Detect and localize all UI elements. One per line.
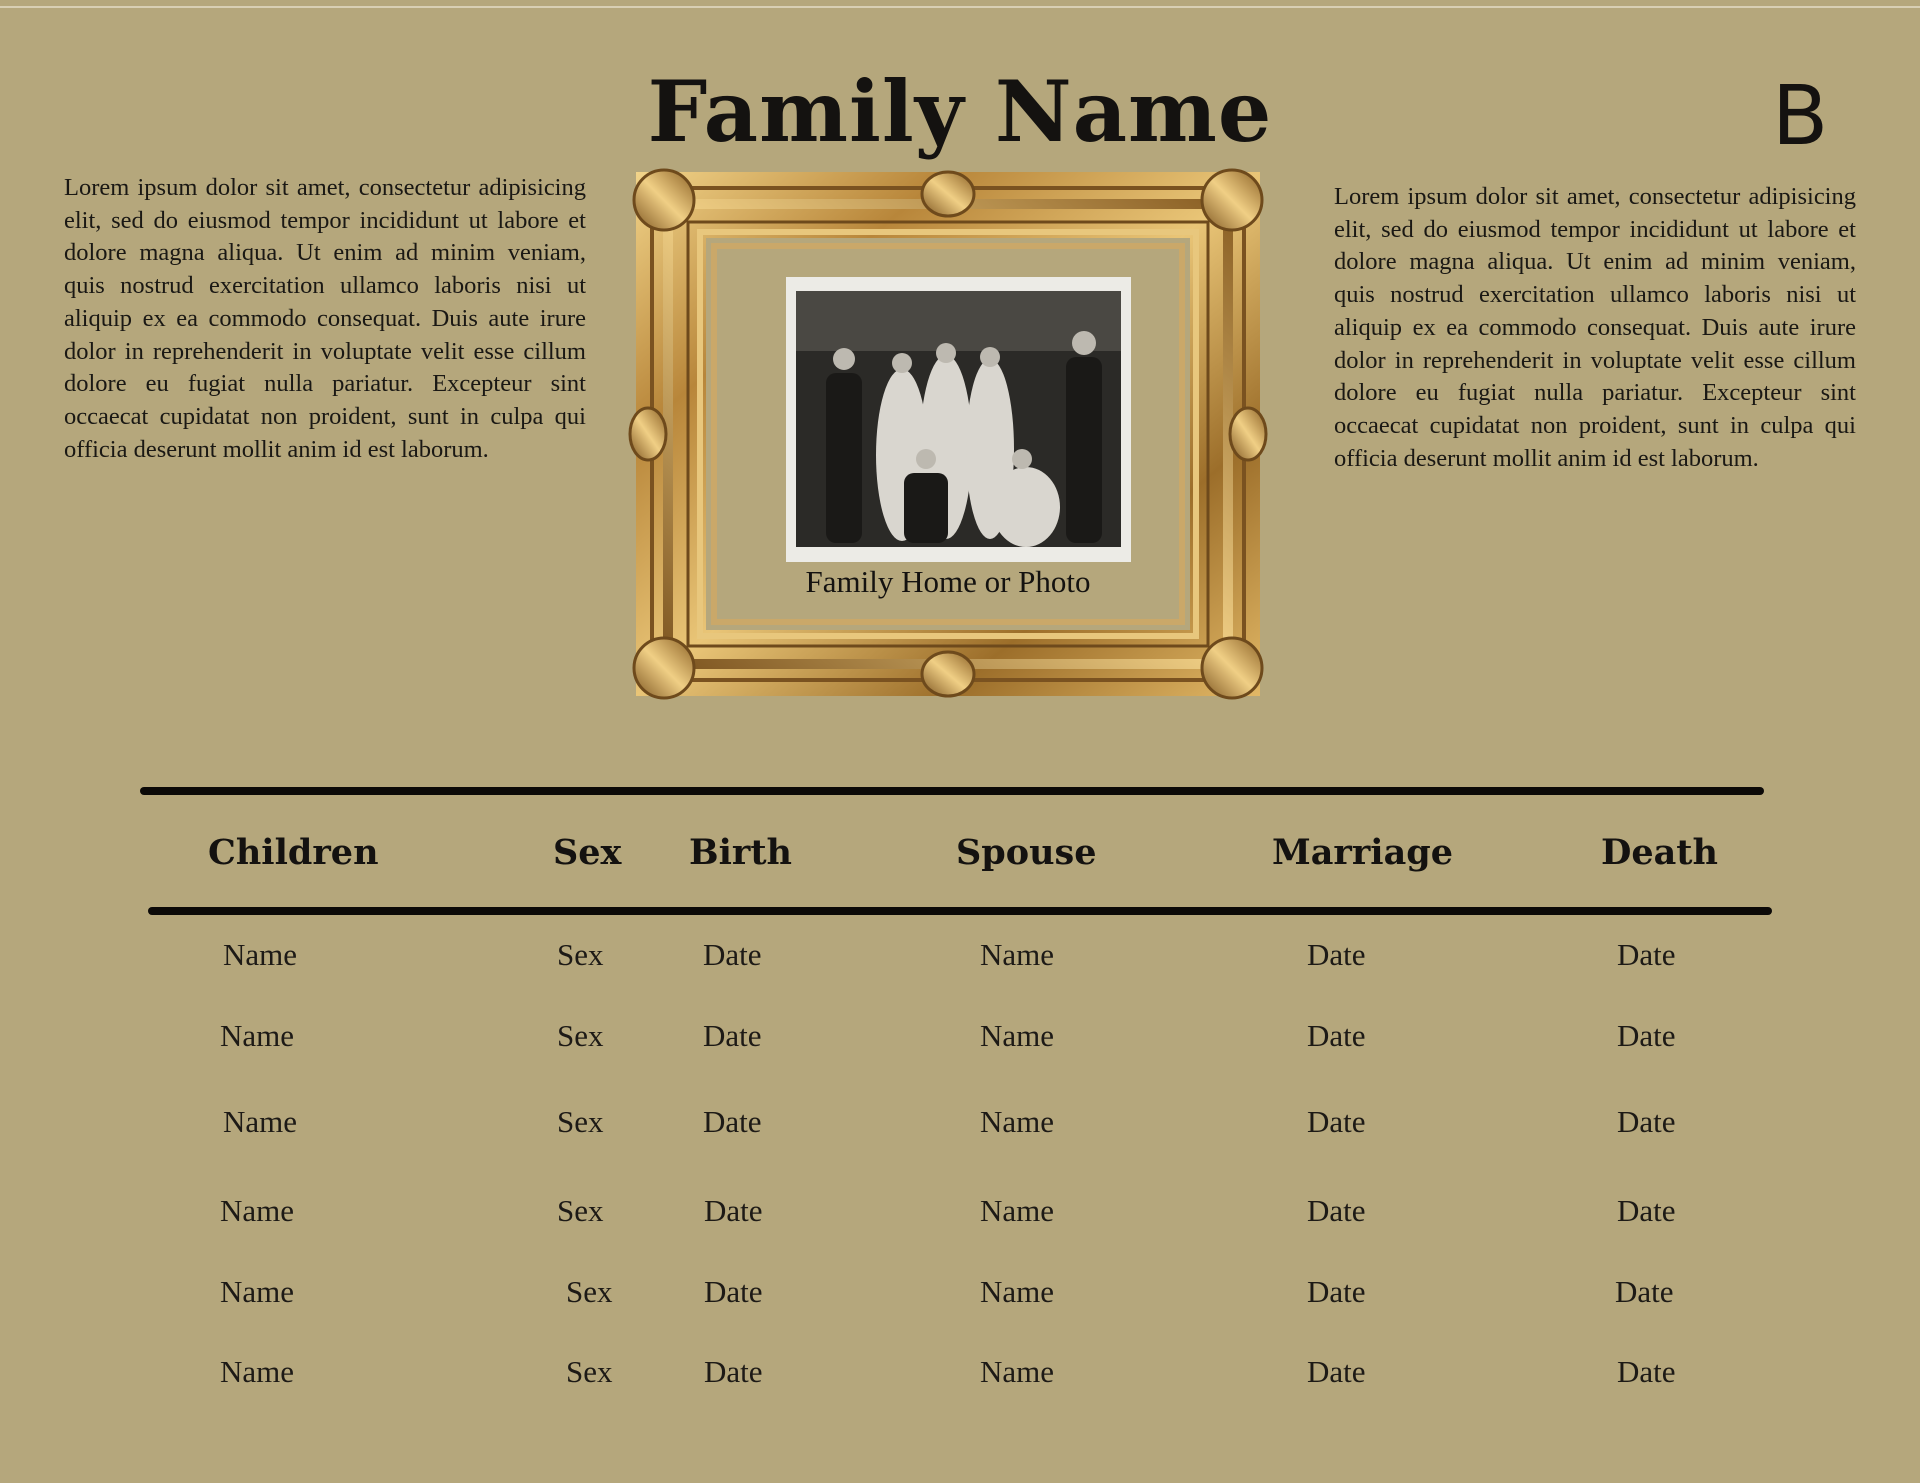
child-name-cell: Name xyxy=(220,1193,295,1228)
spouse-name-cell: Name xyxy=(980,1274,1055,1309)
child-name-cell: Name xyxy=(223,937,298,972)
header-marriage: Marriage xyxy=(1272,832,1454,873)
header-children: Children xyxy=(208,832,379,873)
marriage-date-cell: Date xyxy=(1307,1354,1366,1389)
death-date-cell: Date xyxy=(1617,937,1676,972)
left-paragraph: Lorem ipsum dolor sit amet, consectetur adipisicing elit, sed do eiusmod tempor incididunt ut labore et dolore magna aliqua. Ut enim ad minim veniam, quis nostrud exercitation ullamco laboris nisi ut aliquip ex ea commodo consequat. Duis aute irure dolor in reprehenderit in voluptate velit esse cillum dolore eu fugiat nulla pariatur. Excepteur sint occaecat cupidatat non proident, sunt in culpa qui officia deserunt mollit anim id est laborum. xyxy=(64,174,586,463)
family-name-title: Family Name xyxy=(647,62,1273,161)
right-paragraph: Lorem ipsum dolor sit amet, consectetur adipisicing elit, sed do eiusmod tempor incididunt ut labore et dolore magna aliqua. Ut enim ad minim veniam, quis nostrud exercitation ullamco laboris nisi ut aliquip ex ea commodo consequat. Duis aute irure dolor in reprehenderit in voluptate velit esse cillum dolore eu fugiat nulla pariatur. Excepteur sint occaecat cupidatat non proident, sunt in culpa qui officia deserunt mollit anim id est laborum. xyxy=(1334,183,1856,472)
header-spouse: Spouse xyxy=(956,832,1097,873)
header-death: Death xyxy=(1601,832,1718,873)
top-border-line xyxy=(0,6,1920,8)
death-date-cell: Date xyxy=(1617,1193,1676,1228)
marriage-date-cell: Date xyxy=(1307,1193,1366,1228)
sex-cell: Sex xyxy=(557,1104,604,1139)
marriage-date-cell: Date xyxy=(1307,1104,1366,1139)
table-header-rule xyxy=(148,907,1772,915)
death-date-cell: Date xyxy=(1615,1274,1674,1309)
spouse-name-cell: Name xyxy=(980,1018,1055,1053)
birth-date-cell: Date xyxy=(704,1193,763,1228)
family-photo xyxy=(786,277,1131,562)
marriage-date-cell: Date xyxy=(1307,1018,1366,1053)
sex-cell: Sex xyxy=(566,1274,613,1309)
death-date-cell: Date xyxy=(1617,1354,1676,1389)
sex-cell: Sex xyxy=(557,937,604,972)
birth-date-cell: Date xyxy=(704,1354,763,1389)
sex-cell: Sex xyxy=(566,1354,613,1389)
sex-cell: Sex xyxy=(557,1018,604,1053)
surname-initial: B xyxy=(1772,69,1829,164)
child-name-cell: Name xyxy=(220,1354,295,1389)
marriage-date-cell: Date xyxy=(1307,1274,1366,1309)
birth-date-cell: Date xyxy=(703,1018,762,1053)
child-name-cell: Name xyxy=(220,1018,295,1053)
spouse-name-cell: Name xyxy=(980,1104,1055,1139)
ornate-picture-frame xyxy=(622,160,1274,708)
death-date-cell: Date xyxy=(1617,1018,1676,1053)
family-photo-image xyxy=(786,277,1131,562)
death-date-cell: Date xyxy=(1617,1104,1676,1139)
spouse-name-cell: Name xyxy=(980,937,1055,972)
child-name-cell: Name xyxy=(220,1274,295,1309)
spouse-name-cell: Name xyxy=(980,1193,1055,1228)
header-sex: Sex xyxy=(553,832,622,873)
spouse-name-cell: Name xyxy=(980,1354,1055,1389)
header-birth: Birth xyxy=(689,832,792,873)
birth-date-cell: Date xyxy=(704,1274,763,1309)
photo-caption: Family Home or Photo xyxy=(805,564,1091,599)
sex-cell: Sex xyxy=(557,1193,604,1228)
birth-date-cell: Date xyxy=(703,937,762,972)
birth-date-cell: Date xyxy=(703,1104,762,1139)
table-top-rule xyxy=(140,787,1764,795)
child-name-cell: Name xyxy=(223,1104,298,1139)
marriage-date-cell: Date xyxy=(1307,937,1366,972)
